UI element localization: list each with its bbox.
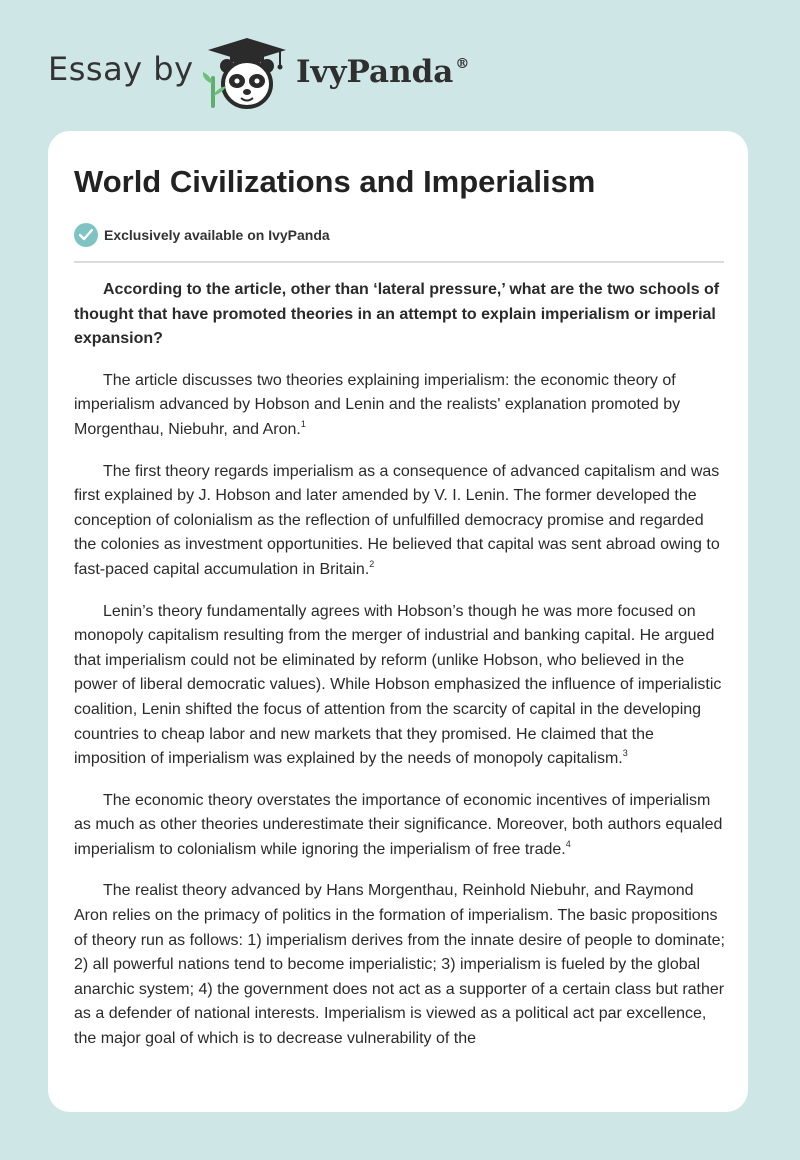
body-paragraph: The economic theory overstates the importance of economic incentives of imperialism as much as other theories underestimate their significance. Moreover, both authors equaled imperialism to colonialism while ignoring the imperialism of free trade.$^4$ — [74, 791, 723, 858]
footnote-marker[interactable]: 3 — [622, 748, 628, 759]
essay-by-label: Essay by — [48, 50, 194, 88]
body-paragraph: The article discusses two theories explaining imperialism: the economic theory of imperialism advanced by Hobson and Lenin and the realists' explanation promoted by Morgenthau, Niebuhr, and Aron.$^1$ — [74, 371, 681, 438]
footnote-marker[interactable]: 1 — [300, 418, 306, 429]
registered-mark: ® — [455, 56, 470, 72]
check-icon — [74, 223, 98, 247]
essay-card — [48, 131, 748, 1112]
site-header — [0, 0, 800, 120]
essay-title: World Civilizations and Imperialism — [74, 164, 596, 199]
exclusive-badge — [74, 223, 330, 247]
panda-logo-icon[interactable] — [200, 36, 294, 112]
question-paragraph: According to the article, other than ‘lateral pressure,’ what are the two schools of thought that have promoted theories in an attempt to explain imperialism or imperial expansion? — [74, 281, 720, 348]
essay-body — [74, 278, 726, 1069]
footnote-marker[interactable]: 4 — [565, 838, 571, 849]
body-paragraph: The first theory regards imperialism as a consequence of advanced capitalism and was first explained by J. Hobson and later amended by V. I. Lenin. The former developed the conception of colonialism as the reflection of unfulfilled democracy promise and regarded the colonies as investment opportunities. He believed that capital was sent abroad owing to fast-paced capital accumulation in Britain.$^2$ — [74, 462, 720, 578]
footnote-marker[interactable]: 2 — [369, 558, 375, 569]
body-paragraph: Lenin’s theory fundamentally agrees with Hobson’s though he was more focused on monopoly capitalism resulting from the merger of industrial and banking capital. He argued that imperialism could not be eliminated by reform (unlike Hobson, who believed in the power of liberal democratic values). While Hobson emphasized the influence of imperialistic coalition, Lenin shifted the focus of attention from the scarcity of capital in the developing countries to cheap labor and new markets that they promised. He claimed that the imposition of imperialism was explained by the needs of monopoly capitalism.$^3$ — [74, 602, 722, 768]
brand-name[interactable]: IvyPanda ® — [296, 54, 470, 90]
badge-text: Exclusively available on IvyPanda — [104, 227, 330, 243]
divider — [74, 261, 724, 263]
body-paragraph: The realist theory advanced by Hans Morgenthau, Reinhold Niebuhr, and Raymond Aron relies on the primacy of politics in the formation of imperialism. The basic propositions of theory run as follows: 1) imperialism derives from the innate desire of people to dominate; 2) all powerful nations tend to become imperialistic; 3) imperialism is fueled by the global anarchic system; 4) the government does not act as a supporter of a certain class but rather as a defender of national interests. Imperialism is viewed as a political act par excellence, the major goal of which is to decrease vulnerability of the — [74, 882, 725, 1048]
